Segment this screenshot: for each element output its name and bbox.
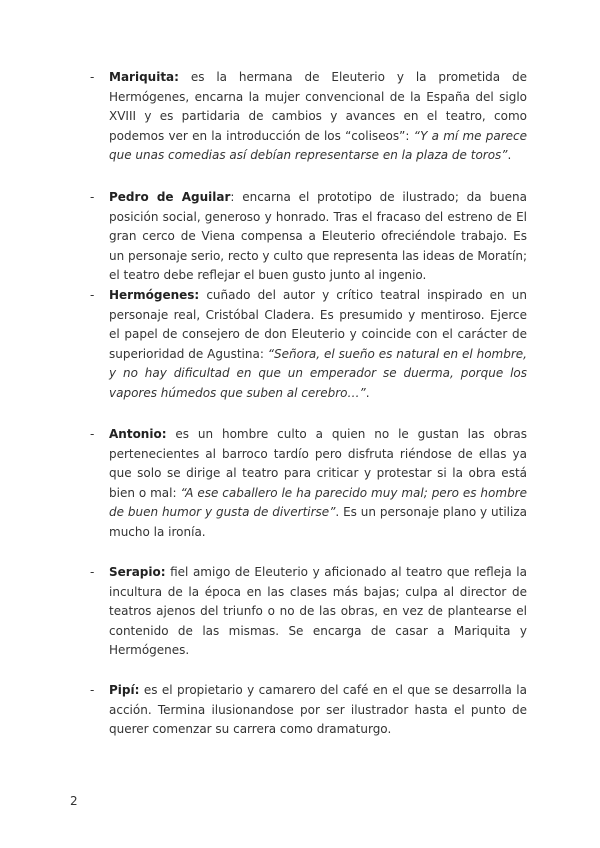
character-name: Hermógenes: [109, 288, 200, 302]
character-name: Pedro de Aguilar [109, 190, 231, 204]
list-dash: - [90, 683, 95, 697]
character-description: es un hombre culto a quien no le gustan las obras pertenecientes al barroco tardío pero disfruta riéndose de ellas ya que solo se dirige al teatro para criticar y protestar si la obra está bien o mal: [109, 427, 527, 500]
character-name: Antonio: [109, 427, 167, 441]
character-quote: “Y a mí me parece que unas comedias así debían representarse en la plaza de toros” [109, 128, 528, 163]
character-quote: “Señora, el sueño es natural en el hombre, y no hay dificultad en que un emperador se duerma, porque los vapores húmedos que suben al cerebro…” [109, 346, 527, 400]
character-description-end: . [507, 148, 512, 163]
character-name: Serapio: [109, 565, 166, 579]
character-description: es la hermana de Eleuterio y la prometida de Hermógenes, encarna la mujer convencional de la España del siglo XVIII y es partidaria de cambios y avances en el teatro, como podemos ver en la introducción de los “coliseos”: [109, 70, 527, 143]
character-description: cuñado del autor y crítico teatral inspirado en un personaje real, Cristóbal Cladera. Es presumido y mentiroso. Ejerce el papel de consejero de don Eleuterio y coincide con el carácter de superioridad de Agustina: [109, 288, 527, 361]
character-entry-hermogenes [90, 286, 527, 404]
character-description-end: . [365, 385, 370, 400]
character-name: Pipí: [109, 683, 140, 697]
character-paragraph [109, 68, 527, 166]
character-paragraph [109, 286, 527, 404]
character-paragraph [109, 188, 527, 286]
page-number: 2 [70, 794, 78, 808]
character-description: fiel amigo de Eleuterio y aficionado al teatro que refleja la incultura de la época en las clases más bajas; culpa al director de teatros ajenos del triunfo o no de las obras, en vez de plantearse el contenido de las mismas. Se encarga de casar a Mariquita y Hermógenes. [109, 565, 527, 658]
character-description: : encarna el prototipo de ilustrado; da buena posición social, generoso y honrado. Tras el fracaso del estreno de El gran cerco de Viena compensa a Eleuterio ofreciéndole trabajo. Es un personaje serio, recto y culto que representa las ideas de Moratín; el teatro debe reflejar el buen gusto junto al ingenio. [109, 190, 528, 283]
character-description-end: . Es un personaje plano y utiliza mucho la ironía. [109, 505, 527, 539]
character-quote: “A ese caballero le ha parecido muy mal; pero es hombre de buen humor y gusta de divertirse” [109, 485, 528, 520]
list-dash: - [90, 288, 95, 302]
character-paragraph [109, 681, 527, 740]
list-dash: - [90, 565, 95, 579]
list-dash: - [90, 427, 95, 441]
character-entry-antonio [90, 425, 527, 543]
character-description: es el propietario y camarero del café en el que se desarrolla la acción. Termina ilusionandose por ser ilustrador hasta el punto de querer comenzar su carrera como dramaturgo. [109, 683, 527, 737]
list-dash: - [90, 190, 95, 204]
character-entry-mariquita [90, 68, 527, 166]
character-paragraph [109, 563, 527, 661]
character-entry-pedro-de-aguilar [90, 188, 527, 286]
character-name: Mariquita: [109, 70, 179, 84]
character-paragraph [109, 425, 527, 543]
character-entry-serapio [90, 563, 527, 661]
list-dash: - [90, 70, 95, 84]
character-entry-pipi [90, 681, 527, 740]
